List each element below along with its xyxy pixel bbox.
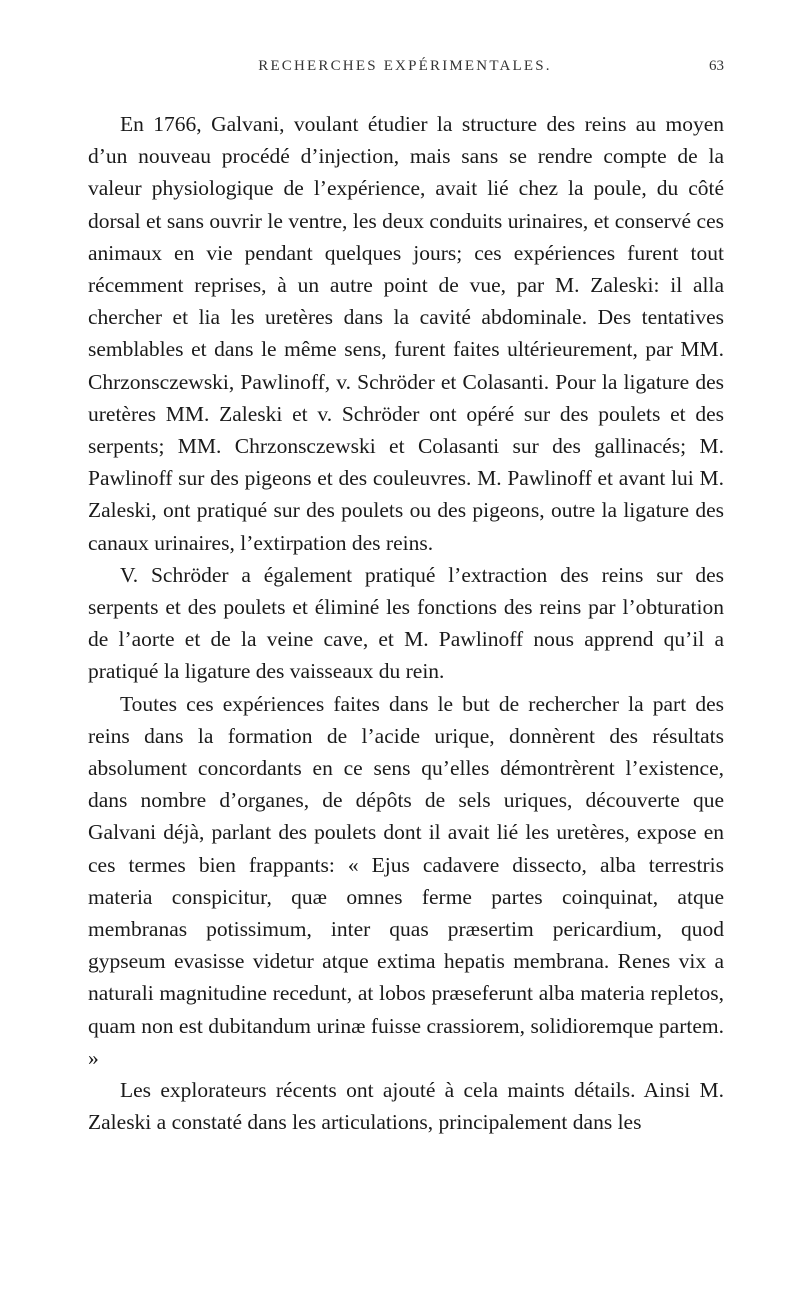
body-text xyxy=(88,108,724,1139)
paragraph-3: Toutes ces expériences faites dans le but de rechercher la part des reins dans la formation de l’acide urique, donnèrent des résultats absolument concordants en ce sens qu’elles démontrèrent l’existence, dans nombre d’organes, de dépôts de sels uriques, découverte que Galvani déjà, parlant des poulets dont il avait lié les uretères, expose en ces termes bien frappants: « Ejus cadavere dissecto, alba terrestris materia conspicitur, quæ omnes ferme partes coinquinat, atque membranas potissimum, inter quas præsertim pericardium, quod gypseum evasisse videtur atque extima hepatis membrana. Renes vix a naturali magnitudine recedunt, at lobos præseferunt alba materia repletos, quam non est dubitandum urinæ fuisse crassiorem, solidioremque partem. » xyxy=(88,691,724,1070)
paragraph-1: En 1766, Galvani, voulant étudier la structure des reins au moyen d’un nouveau procédé d’injection, mais sans se rendre compte de la valeur physiologique de l’expérience, avait lié chez la poule, du côté dorsal et sans ouvrir le ventre, les deux conduits urinaires, et conservé ces animaux en vie pendant quelques jours; ces expériences furent tout récemment reprises, à un autre point de vue, par M. Zaleski: il alla chercher et lia les uretères dans la cavité abdominale. Des tentatives semblables et dans le même sens, furent faites ultérieurement, par MM. Chrzonsczewski, Pawlinoff, v. Schröder et Colasanti. Pour la ligature des uretères MM. Zaleski et v. Schröder ont opéré sur des poulets et des serpents; MM. Chrzonsczewski et Colasanti sur des gallinacés; M. Pawlinoff sur des pigeons et des couleuvres. M. Pawlinoff et avant lui M. Zaleski, ont pratiqué sur des poulets ou des pigeons, outre la ligature des canaux urinaires, l’extirpation des reins. xyxy=(88,112,724,555)
running-head xyxy=(86,58,724,82)
running-title: RECHERCHES EXPÉRIMENTALES. xyxy=(258,58,552,74)
paragraph-4: Les explorateurs récents ont ajouté à cela maints détails. Ainsi M. Zaleski a constaté dans les articulations, principalement dans les xyxy=(88,1078,724,1135)
page-number: 63 xyxy=(709,58,724,74)
paragraph-2: V. Schröder a également pratiqué l’extraction des reins sur des serpents et des poulets et éliminé les fonctions des reins par l’obturation de l’aorte et de la veine cave, et M. Pawlinoff nous apprend qu’il a pratiqué la ligature des vaisseaux du rein. xyxy=(88,562,724,684)
